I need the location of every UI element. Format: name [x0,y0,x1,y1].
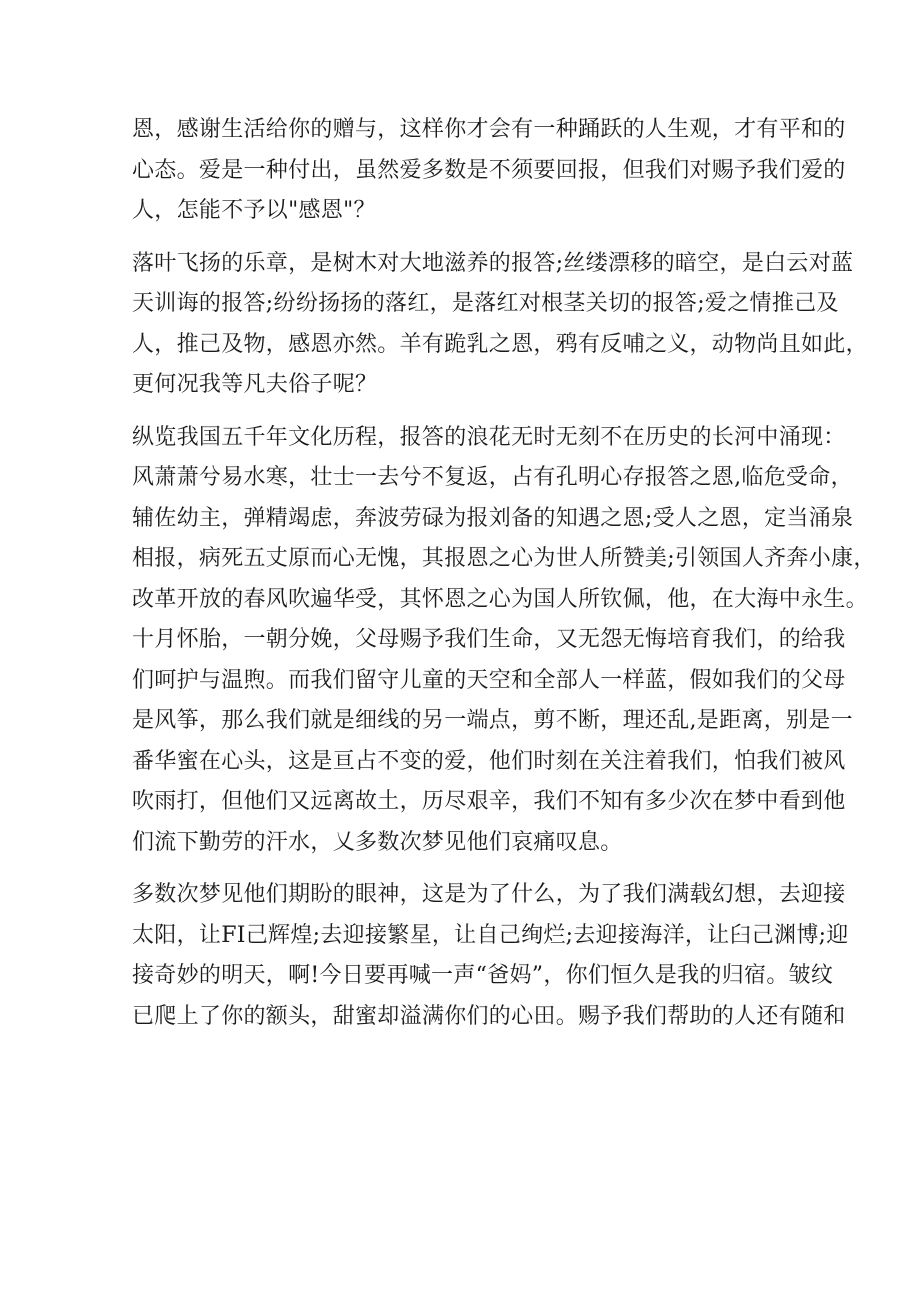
text-line: 相报，病死五丈原而心无愧，其报恩之心为世人所赞美;引领国人齐奔小康， [132,546,876,571]
text-line: 辅佐幼主，弹精竭虑，奔波劳碌为报刘备的知遇之恩;受人之恩，定当涌泉 [132,505,854,531]
paragraph-spacer [132,232,802,244]
paragraph-3 [132,418,876,864]
text-line: 风萧萧兮易水寒，壮士一去兮不复返，占有孔明心存报答之恩,临危受命， [132,465,853,490]
paragraph-2 [132,244,868,406]
paragraph-4 [132,875,849,1037]
text-line: 吹雨打，但他们又远离故土，历尽艰辛，我们不知有多少次在梦中看到他 [132,789,846,814]
text-line: 天训诲的报答;纷纷扬扬的落红，是落红对根茎关切的报答;爱之情推己及 [132,291,839,316]
document-body [132,110,876,1037]
text-line: 多数次梦见他们期盼的眼神，这是为了什么，为了我们满载幻想，去迎接 [132,882,846,907]
text-line: 恩，感谢生活给你的赠与，这样你才会有一种踊跃的人生观，才有平和的 [132,117,846,142]
text-line: 接奇妙的明天，啊!今日要再喊一声“爸妈”，你们恒久是我的归宿。皱纹 [132,963,834,988]
text-line: 们流下勤劳的汗水，乂多数次梦见他们哀痛叹息。 [132,829,623,855]
text-line: 人，怎能不予以"感恩"？ [132,198,376,223]
text-line: 纵览我国五千年文化历程，报答的浪花无时无刻不在历史的长河中涌现： [132,424,846,450]
text-line: 番华蜜在心头，这是亘占不变的爱，他们时刻在关注着我们，怕我们被风 [132,748,846,774]
paragraph-spacer [132,406,802,418]
text-line: 已爬上了你的额头，甜蜜却溢满你们的心田。赐予我们帮助的人还有随和 [132,1003,846,1029]
text-line: 们呵护与温煦。而我们留守儿童的天空和全部人一样蓝，假如我们的父母 [132,667,846,693]
text-line: 十月怀胎，一朝分娩，父母赐予我们生命，又无怨无悔培育我们，的给我 [132,627,846,652]
text-line: 是风筝，那么我们就是细线的另一端点，剪不断，理还乱,是距离，别是一 [132,708,853,733]
text-line: 改革开放的春风吹遍华受，其怀恩之心为国人所钦佩，他，在大海中永生。 [132,586,868,612]
text-line: 心态。爱是一种付出，虽然爱多数是不须要回报，但我们对赐予我们爱的 [132,157,846,183]
text-line: 落叶飞扬的乐章，是树木对大地滋养的报答;丝缕漂移的暗空，是白云对蓝 [132,250,854,276]
paragraph-spacer [132,863,802,875]
text-line: 人，推己及物，感恩亦然。羊有跪乳之恩，鸦有反哺之义，动物尚且如此， [132,331,868,357]
text-line: 更何况我等凡夫俗子呢？ [132,372,378,397]
text-line: 太阳，让FI己辉煌;去迎接繁星，让自己绚烂;去迎接海洋，让臼己渊博;迎 [132,922,849,948]
paragraph-1 [132,110,846,232]
